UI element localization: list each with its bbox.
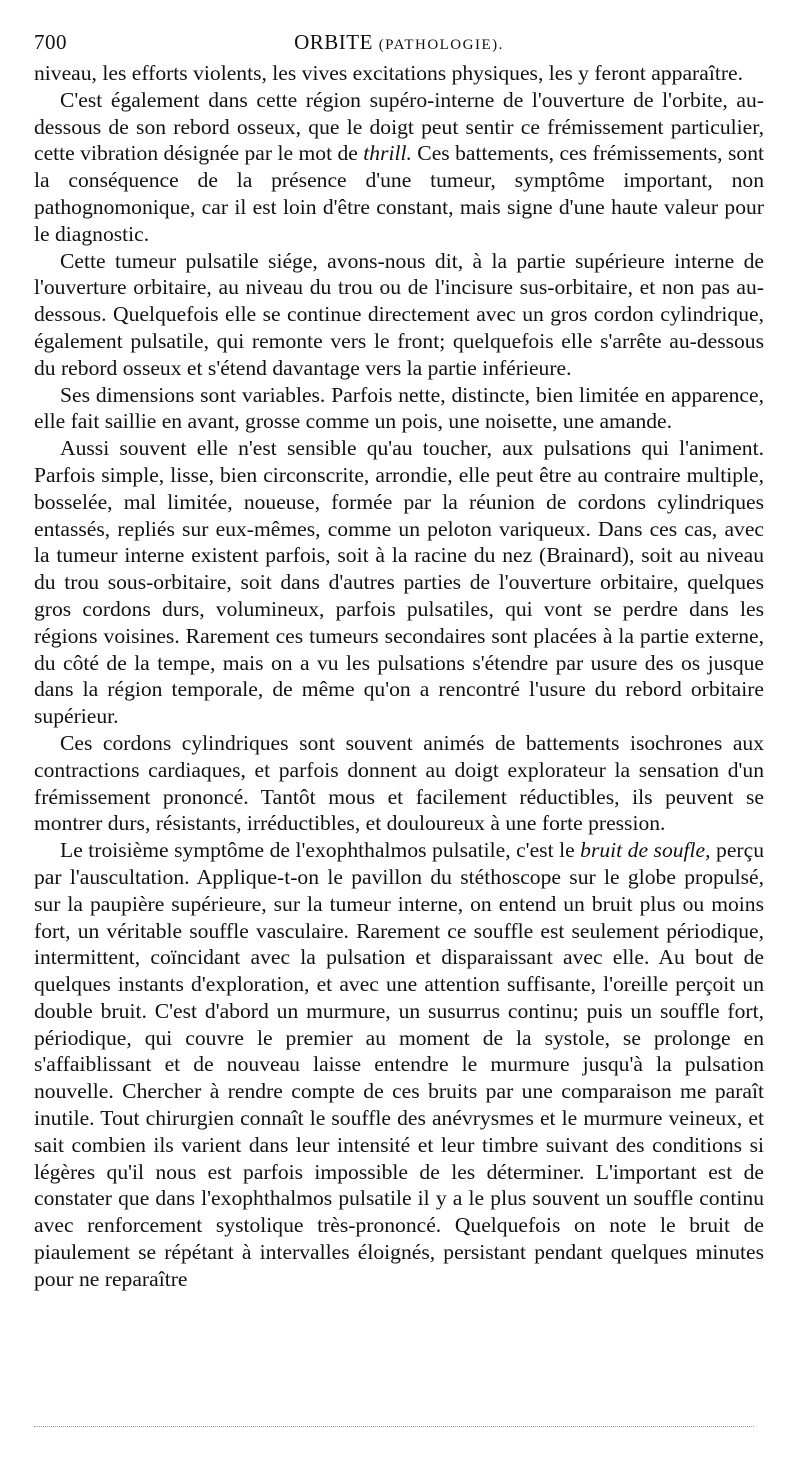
paragraph-text: C'est également dans cette région supéro-interne de l'ouverture de l'orbite, au-dessous de son rebord osseux, que le doigt peut sentir ce frémissement particulier, cette vibration désignée par le mot de	[34, 87, 764, 166]
running-title	[34, 30, 764, 55]
paragraph	[34, 382, 764, 436]
paragraph-text: Le troisième symptôme de l'exophthalmos pulsatile, c'est le	[60, 838, 581, 863]
body-text	[34, 60, 764, 1293]
paragraph-text: Aussi souvent elle n'est sensible qu'au toucher, aux pulsations qui l'animent. Parfois simple, lisse, bien circonscrite, arrondie, elle peut être au contraire multiple, bosselée, mal limitée, noueuse, formée par la réunion de cordons cylindriques entassés, repliés sur eux-mêmes, comme un peloton variqueux. Dans ces cas, avec la tumeur interne existent parfois, soit à la racine du nez (Brainard), soit au niveau du trou sous-orbitaire, soit dans d'autres parties de l'ouverture orbitaire, quelques gros cordons durs, volumineux, parfois pulsatiles, qui vont se perdre dans les régions voisines. Rarement ces tumeurs secondaires sont placées à la partie externe, du côté de la tempe, mais on a vu les pulsations s'étendre par usure des os jusque dans la région temporale, de même qu'on a rencontré l'usure du rebord orbitaire supérieur.	[34, 436, 764, 729]
paragraph-text: Ces cordons cylindriques sont souvent animés de battements isochrones aux contractions cardiaques, et parfois donnent au doigt explorateur la sensation d'un frémissement prononcé. Tantôt mous et facilement réductibles, ils peuvent se montrer durs, résistants, irréductibles, et douloureux à une forte pression.	[34, 730, 764, 836]
paragraph	[34, 837, 764, 1293]
page-header	[34, 30, 764, 60]
running-title-subtitle: (PATHOLOGIE).	[378, 37, 504, 53]
paragraph-text: perçu par l'auscultation. Applique-t-on le pavillon du stéthoscope sur le globe propulsé, sur la paupière supérieure, sur la tumeur interne, on entend un bruit plus ou moins fort, un véritable souffle vasculaire. Rarement ce souffle est seulement périodique, intermittent, coïncidant avec la pulsation et disparaissant avec elle. Au bout de quelques instants d'exploration, et avec une attention suffisante, l'oreille perçoit un double bruit. C'est d'abord un murmure, un susurrus continu; puis un souffle fort, périodique, qui couvre le premier au moment de la systole, se prolonge en s'affaiblissant et de nouveau laisse entendre le murmure jusqu'à la pulsation nouvelle. Chercher à rendre compte de ces bruits par une comparaison me paraît inutile. Tout chirurgien connaît le souffle des anévrysmes et le murmure veineux, et sait combien ils varient dans leur intensité et leur timbre suivant des conditions si légères qu'il nous est parfois impossible de les déterminer. L'important est de constater que dans l'exophthalmos pulsatile il y a le plus souvent un souffle continu avec renforcement systolique très-prononcé. Quelquefois on note le bruit de piaulement se répétant à intervalles éloignés, persistant pendant quelques minutes pour ne reparaître	[34, 838, 764, 1291]
footer-dotted-rule	[34, 1426, 754, 1427]
running-title-main: ORBITE	[294, 30, 373, 54]
paragraph-text: Cette tumeur pulsatile siége, avons-nous dit, à la partie supérieure interne de l'ouverture orbitaire, au niveau du trou ou de l'incisure sus-orbitaire, et non pas au-dessous. Quelquefois elle se continue directement avec un gros cordon cylindrique, également pulsatile, qui remonte vers le front; quelquefois elle s'arrête au-dessous du rebord osseux et s'étend davantage vers la partie inférieure.	[34, 248, 764, 380]
paragraph	[34, 87, 764, 248]
paragraph-text: Ces battements, ces frémissements, sont la conséquence de la présence d'une tumeur, symptôme important, non pathognomonique, car il est loin d'être constant, mais signe d'une haute valeur pour le diagnostic.	[34, 141, 764, 246]
paragraph	[34, 248, 764, 382]
paragraph-text: Ses dimensions sont variables. Parfois nette, distincte, bien limitée en apparence, elle fait saillie en avant, grosse comme un pois, une noisette, une amande.	[34, 382, 764, 434]
page-number: 700	[34, 30, 67, 54]
paragraph	[34, 730, 764, 837]
paragraph	[34, 60, 764, 87]
italic-term: bruit de soufle,	[580, 838, 711, 863]
paragraph-text: niveau, les efforts violents, les vives excitations physiques, les y feront apparaître.	[34, 61, 744, 85]
paragraph	[34, 435, 764, 730]
italic-term: thrill.	[363, 141, 412, 166]
book-page	[34, 30, 764, 1293]
